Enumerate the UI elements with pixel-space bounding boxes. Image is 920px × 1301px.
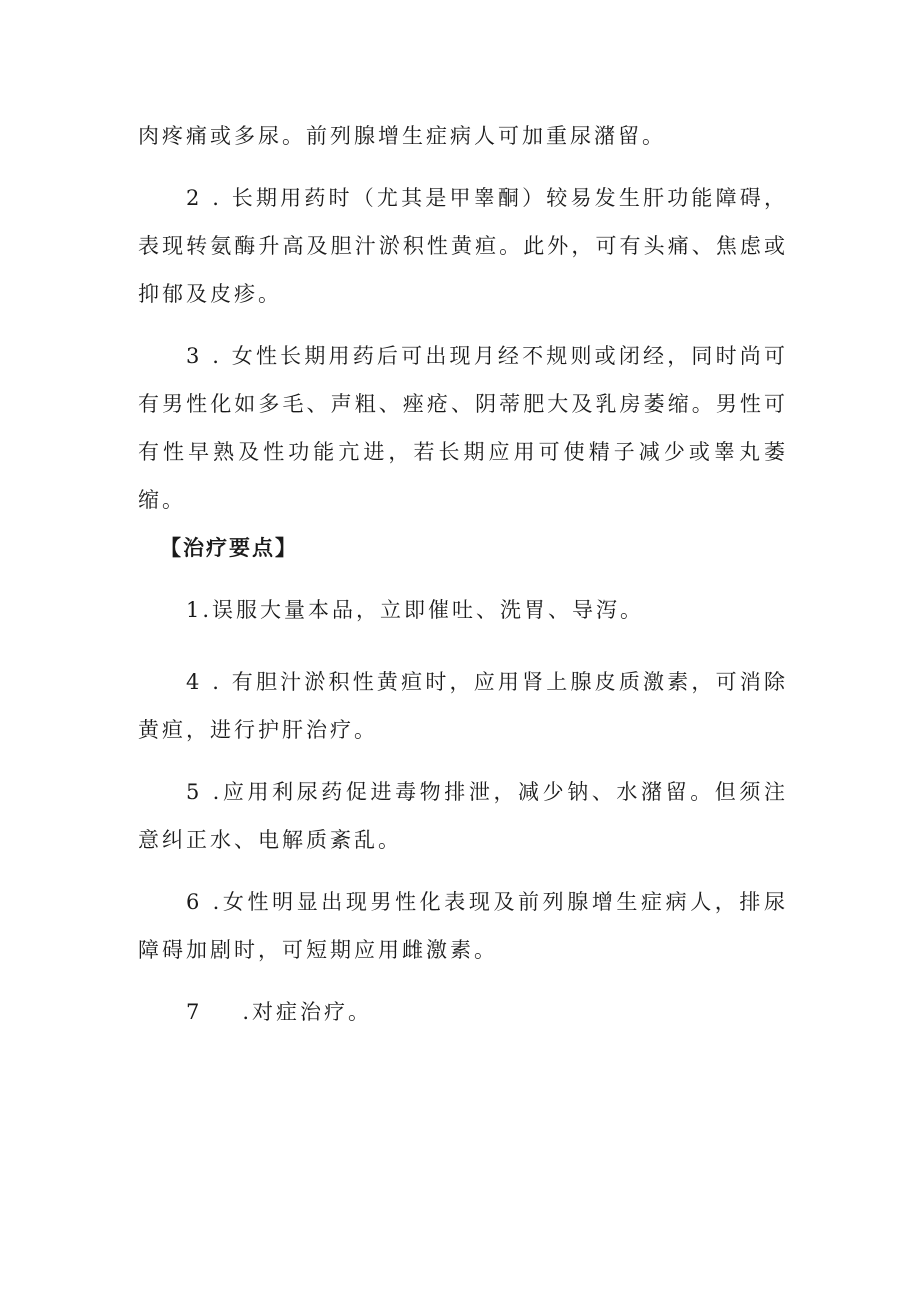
paragraph-text: . 女性长期用药后可出现月经不规则或闭经，同时尚可有男性化如多毛、声粗、痤疮、阴蒂肥大及乳房萎缩。男性可有性早熟及性功能亢进，若长期应用可使精子减少或睾丸萎缩。 [138, 344, 788, 512]
paragraph-text: 肉疼痛或多尿。前列腺增生症病人可加重尿潴留。 [138, 124, 666, 148]
item-number: 1. [186, 598, 213, 622]
section-heading: 【治疗要点】 [160, 536, 298, 560]
treatment-text: .应用利尿药促进毒物排泄，减少钠、水潴留。但须注意纠正水、电解质紊乱。 [138, 780, 788, 852]
item-number: 2 [186, 186, 203, 210]
treatment-item-1 [138, 586, 788, 634]
treatment-text: 误服大量本品，立即催吐、洗胃、导泻。 [212, 598, 645, 622]
item-number: 4 [186, 670, 203, 694]
document-body [138, 112, 788, 1050]
paragraph-text: . 长期用药时（尤其是甲睾酮）较易发生肝功能障碍，表现转氨酶升高及胆汁淤积性黄疸。此外，可有头痛、焦虑或抑郁及皮疹。 [138, 186, 788, 306]
treatment-text: .女性明显出现男性化表现及前列腺增生症病人，排尿障碍加剧时，可短期应用雌激素。 [138, 890, 788, 962]
paragraph-item-2 [138, 174, 788, 318]
item-number: 3 [186, 344, 203, 368]
paragraph-item-3 [138, 332, 788, 524]
item-number: 5 [186, 780, 203, 804]
treatment-text: .对症治疗。 [242, 1000, 373, 1024]
treatment-text: . 有胆汁淤积性黄疸时，应用肾上腺皮质激素，可消除黄疸，进行护肝治疗。 [138, 670, 788, 742]
treatment-item-4 [138, 658, 788, 754]
treatment-item-7 [138, 988, 788, 1036]
paragraph-continuation [138, 112, 788, 160]
treatment-item-6 [138, 878, 788, 974]
item-number: 6 [186, 890, 203, 914]
item-number: 7 [186, 1000, 203, 1024]
treatment-item-5 [138, 768, 788, 864]
